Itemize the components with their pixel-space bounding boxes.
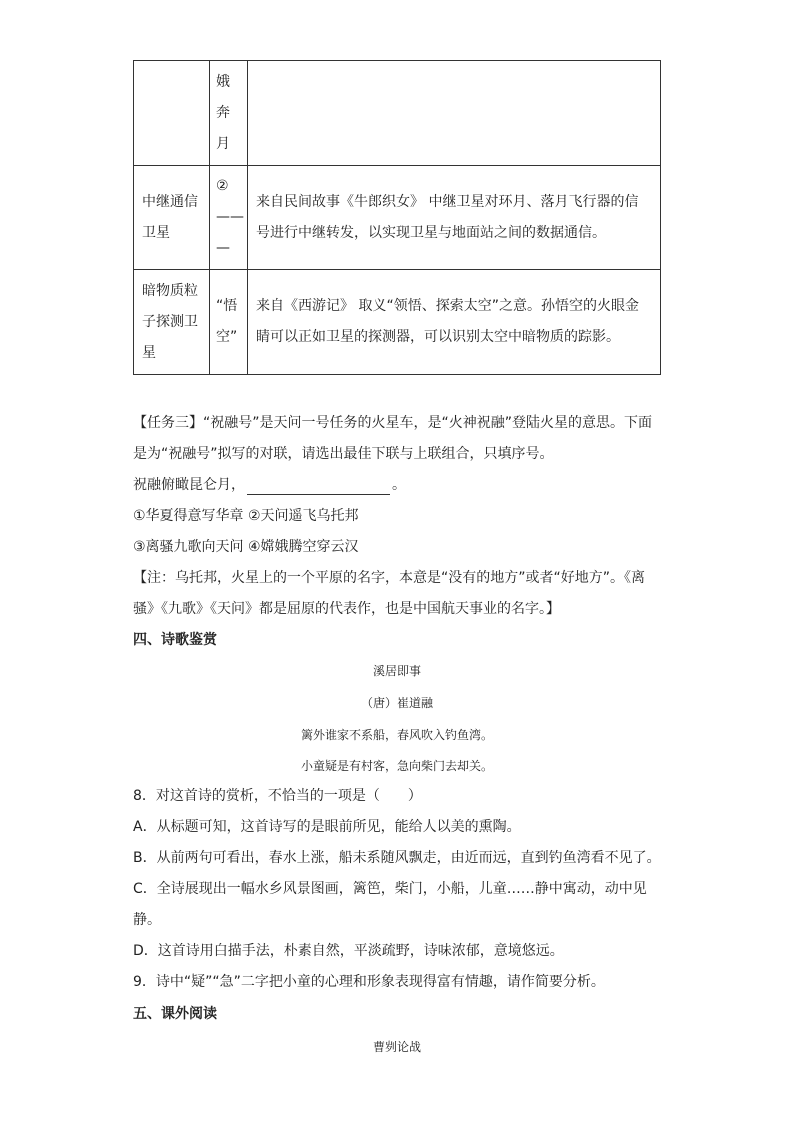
section5-heading: 五、课外阅读 <box>133 1006 217 1022</box>
cell-line: —— <box>216 209 244 225</box>
table-cell <box>134 166 210 270</box>
cell-line: 中继通信 <box>142 193 198 210</box>
cell-line: ② <box>216 178 229 194</box>
cell-line: 奔 <box>216 104 230 121</box>
couplet-upper-line: 祝融俯瞰昆仑月， <box>133 477 245 493</box>
table-cell <box>134 61 210 166</box>
task3-intro-line1: 【任务三】“祝融号”是天问一号任务的火星车，是“火神祝融”登陆火星的意思。下面 <box>133 415 653 431</box>
couplet-options-line2: ③离骚九歌向天问 ④嫦娥腾空穿云汉 <box>133 539 359 555</box>
table-cell <box>210 61 248 166</box>
cell-line: “悟 <box>216 298 238 314</box>
poem-line2: 小童疑是有村客，急向柴门去却关。 <box>300 759 493 773</box>
table-cell <box>248 61 661 166</box>
cell-line: — <box>216 240 230 256</box>
answer-blank[interactable] <box>247 478 390 495</box>
cell-line: 星 <box>142 344 156 361</box>
cell-line: 号进行中继转发，以实现卫星与地面站之间的数据通信。 <box>256 224 606 241</box>
cell-line: 暗物质粒 <box>142 282 198 299</box>
couplet-prompt <box>133 475 673 495</box>
poem-line1: 篱外谁家不系船，春风吹入钓鱼湾。 <box>300 728 493 742</box>
poem-author: （唐）崔道融 <box>360 696 433 710</box>
table-cell <box>248 270 661 375</box>
cell-line: 空” <box>216 329 238 345</box>
cell-line: 来自《西游记》 取义“领悟、探索太空”之意。孙悟空的火眼金 <box>256 298 639 314</box>
cell-line: 睛可以正如卫星的探测器，可以识别太空中暗物质的踪影。 <box>256 329 620 345</box>
poem-title: 溪居即事 <box>372 664 421 678</box>
note-line2: 骚》《九歌》《天问》都是屈原的代表作，也是中国航天事业的名字。】 <box>133 601 560 617</box>
table-cell <box>210 270 248 375</box>
couplet-end-mark: 。 <box>392 477 406 493</box>
task3-intro-line2: 是为“祝融号”拟写的对联，请选出最佳下联与上联组合，只填序号。 <box>133 446 554 462</box>
table-cell <box>134 270 210 375</box>
question-8-option-d: D．这首诗用白描手法，朴素自然，平淡疏野，诗味浓郁，意境悠远。 <box>133 943 564 959</box>
question-9: 9．诗中“疑”“急”二字把小童的心理和形象表现得富有情趣，请作简要分析。 <box>133 974 605 990</box>
cell-line: 月 <box>216 135 230 152</box>
question-8-option-c: C．全诗展现出一幅水乡风景图画，篱笆，柴门，小船，儿童……静中寓动，动中见 <box>133 881 647 897</box>
satellite-name-table <box>133 60 661 375</box>
table-row <box>134 61 661 166</box>
section4-heading: 四、诗歌鉴赏 <box>133 632 217 648</box>
table-cell <box>248 166 661 270</box>
table-row <box>134 166 661 270</box>
cell-line: 娥 <box>216 73 230 90</box>
cell-line: 来自民间故事《牛郎织女》 中继卫星对环月、落月飞行器的信 <box>256 193 639 210</box>
note-line1: 【注：乌托邦，火星上的一个平原的名字，本意是“没有的地方”或者“好地方”。《离 <box>133 570 646 586</box>
question-8-option-b: B．从前两句可看出，春水上涨，船未系随风飘走，由近而远，直到钓鱼湾看不见了。 <box>133 850 661 866</box>
cell-line: 卫星 <box>142 224 170 241</box>
table-cell <box>210 166 248 270</box>
reading-title: 曹刿论战 <box>372 1040 421 1054</box>
cell-line: 子探测卫 <box>142 313 198 330</box>
question-8-option-a: A．从标题可知，这首诗写的是眼前所见，能给人以美的熏陶。 <box>133 819 521 835</box>
table-row <box>134 270 661 375</box>
couplet-options-line1: ①华夏得意写华章 ②天问遥飞乌托邦 <box>133 508 359 524</box>
question-8-option-c-cont: 静。 <box>133 912 161 928</box>
question-8: 8．对这首诗的赏析，不恰当的一项是（ ） <box>133 788 422 804</box>
